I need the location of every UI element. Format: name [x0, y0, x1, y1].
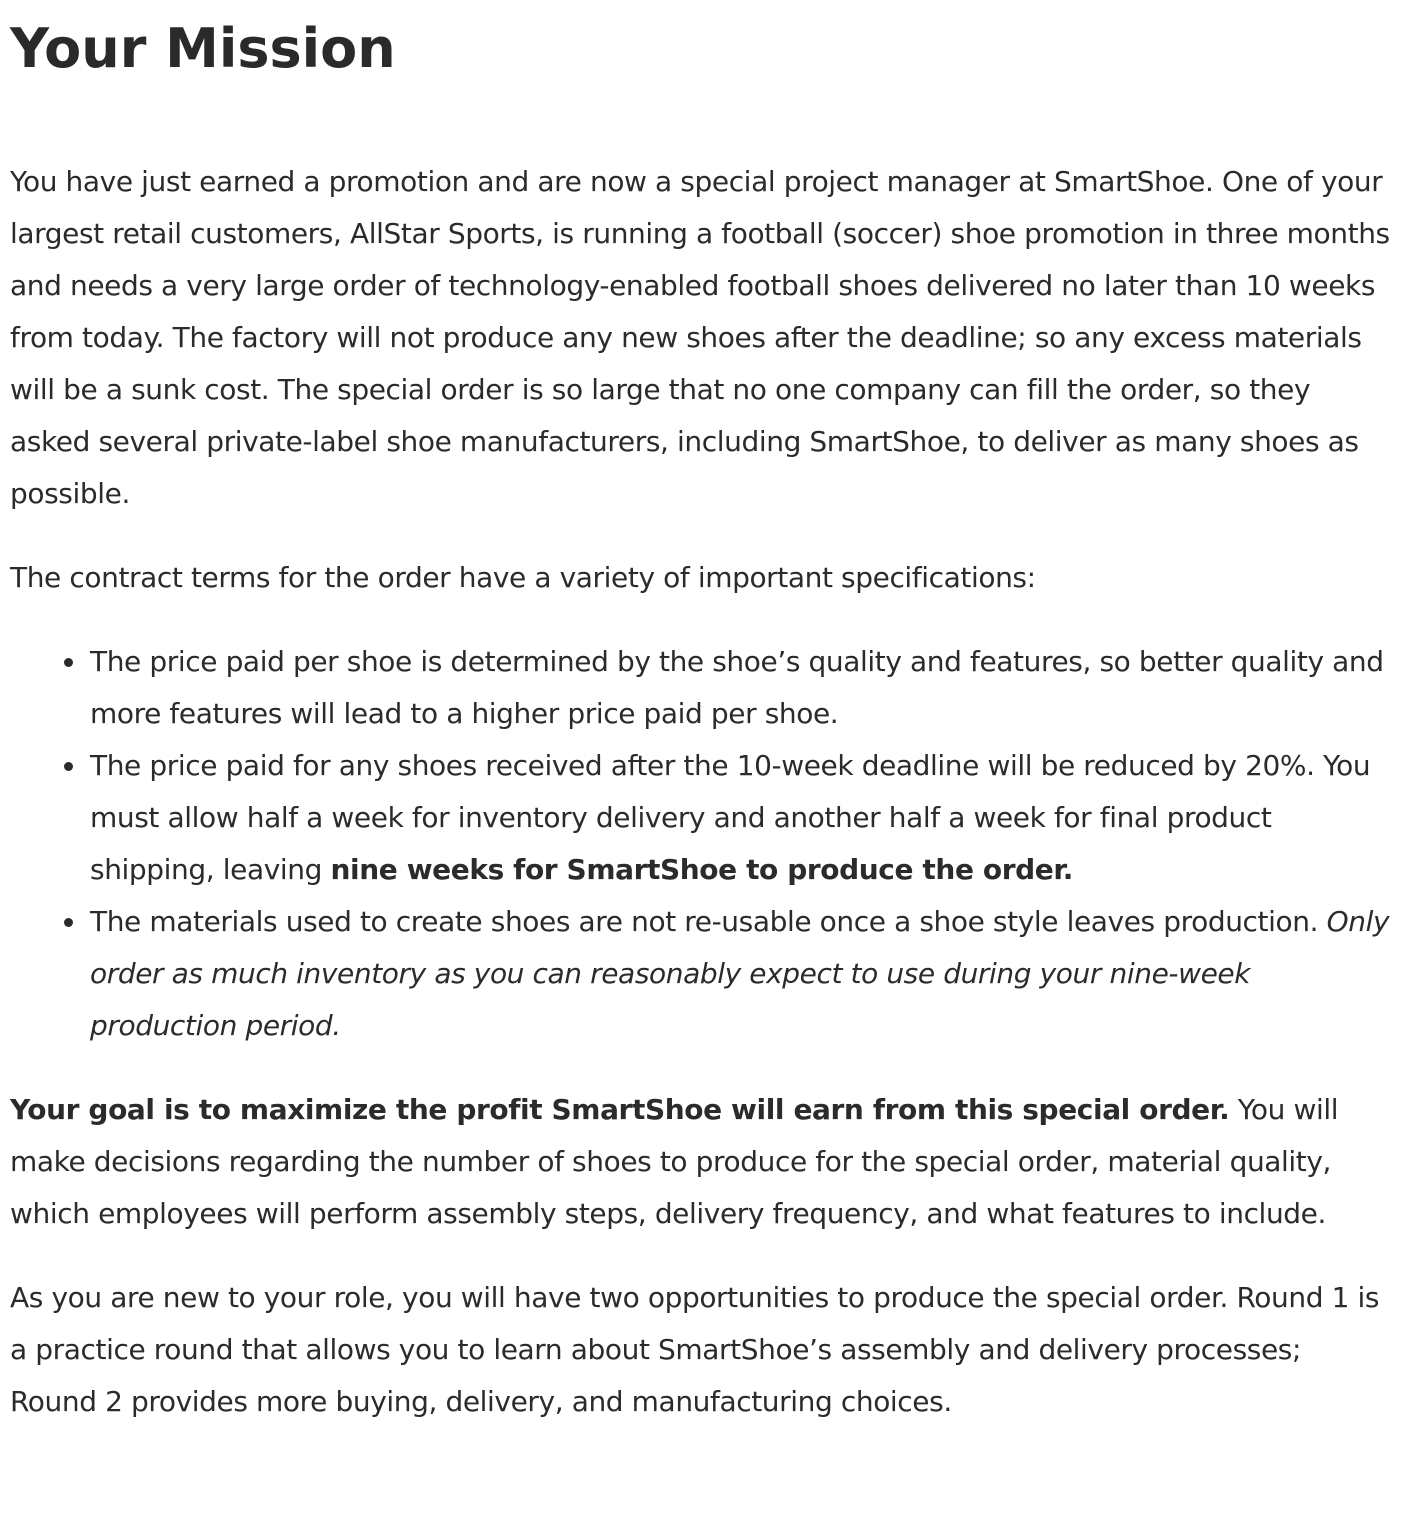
closing-paragraph: As you are new to your role, you will have two opportunities to produce the special order. Round 1 is a practice round that allows you to learn about SmartShoe’s assembly and delivery processes; Round 2 provides more buying, delivery, and manufacturing choices.	[10, 1281, 1380, 1418]
bullet-icon	[64, 918, 73, 927]
goal-bold-text: Your goal is to maximize the profit SmartShoe will earn from this special order.	[10, 1093, 1230, 1126]
spec-text: The materials used to create shoes are not re-usable once a shoe style leaves production.	[90, 905, 1327, 938]
spec-text: The price paid per shoe is determined by the shoe’s quality and features, so better quality and more features will lead to a higher price paid per shoe.	[90, 645, 1384, 730]
intro-paragraph: You have just earned a promotion and are now a special project manager at SmartShoe. One of your largest retail customers, AllStar Sports, is running a football (soccer) shoe promotion in three months and needs a very large order of technology-enabled football shoes delivered no later than 10 weeks from today. The factory will not produce any new shoes after the deadline; so any excess materials will be a sunk cost. The special order is so large that no one company can fill the order, so they asked several private-label shoe manufacturers, including SmartShoe, to deliver as many shoes as possible.	[10, 165, 1390, 510]
spec-bold-text: nine weeks for SmartShoe to produce the order.	[330, 853, 1074, 886]
contract-intro-paragraph: The contract terms for the order have a variety of important specifications:	[10, 561, 1036, 594]
spec-italic-text: Only order as much inventory as you can reasonably expect to use during your nine-week production period.	[90, 905, 1390, 1042]
list-item	[90, 636, 1394, 740]
goal-text: You will make decisions regarding the number of shoes to produce for the special order, material quality, which employees will perform assembly steps, delivery frequency, and what features to include.	[10, 1093, 1339, 1230]
mission-content	[10, 156, 1394, 1460]
bullet-icon	[64, 658, 73, 667]
list-item	[90, 740, 1394, 896]
bullet-icon	[64, 762, 73, 771]
specifications-list	[10, 636, 1394, 1052]
list-item	[90, 896, 1394, 1052]
spec-text: The price paid for any shoes received after the 10-week deadline will be reduced by 20%. You must allow half a week for inventory delivery and another half a week for final product shipping, leaving	[90, 749, 1371, 886]
page-title: Your Mission	[10, 17, 396, 80]
goal-paragraph	[10, 1084, 1394, 1240]
